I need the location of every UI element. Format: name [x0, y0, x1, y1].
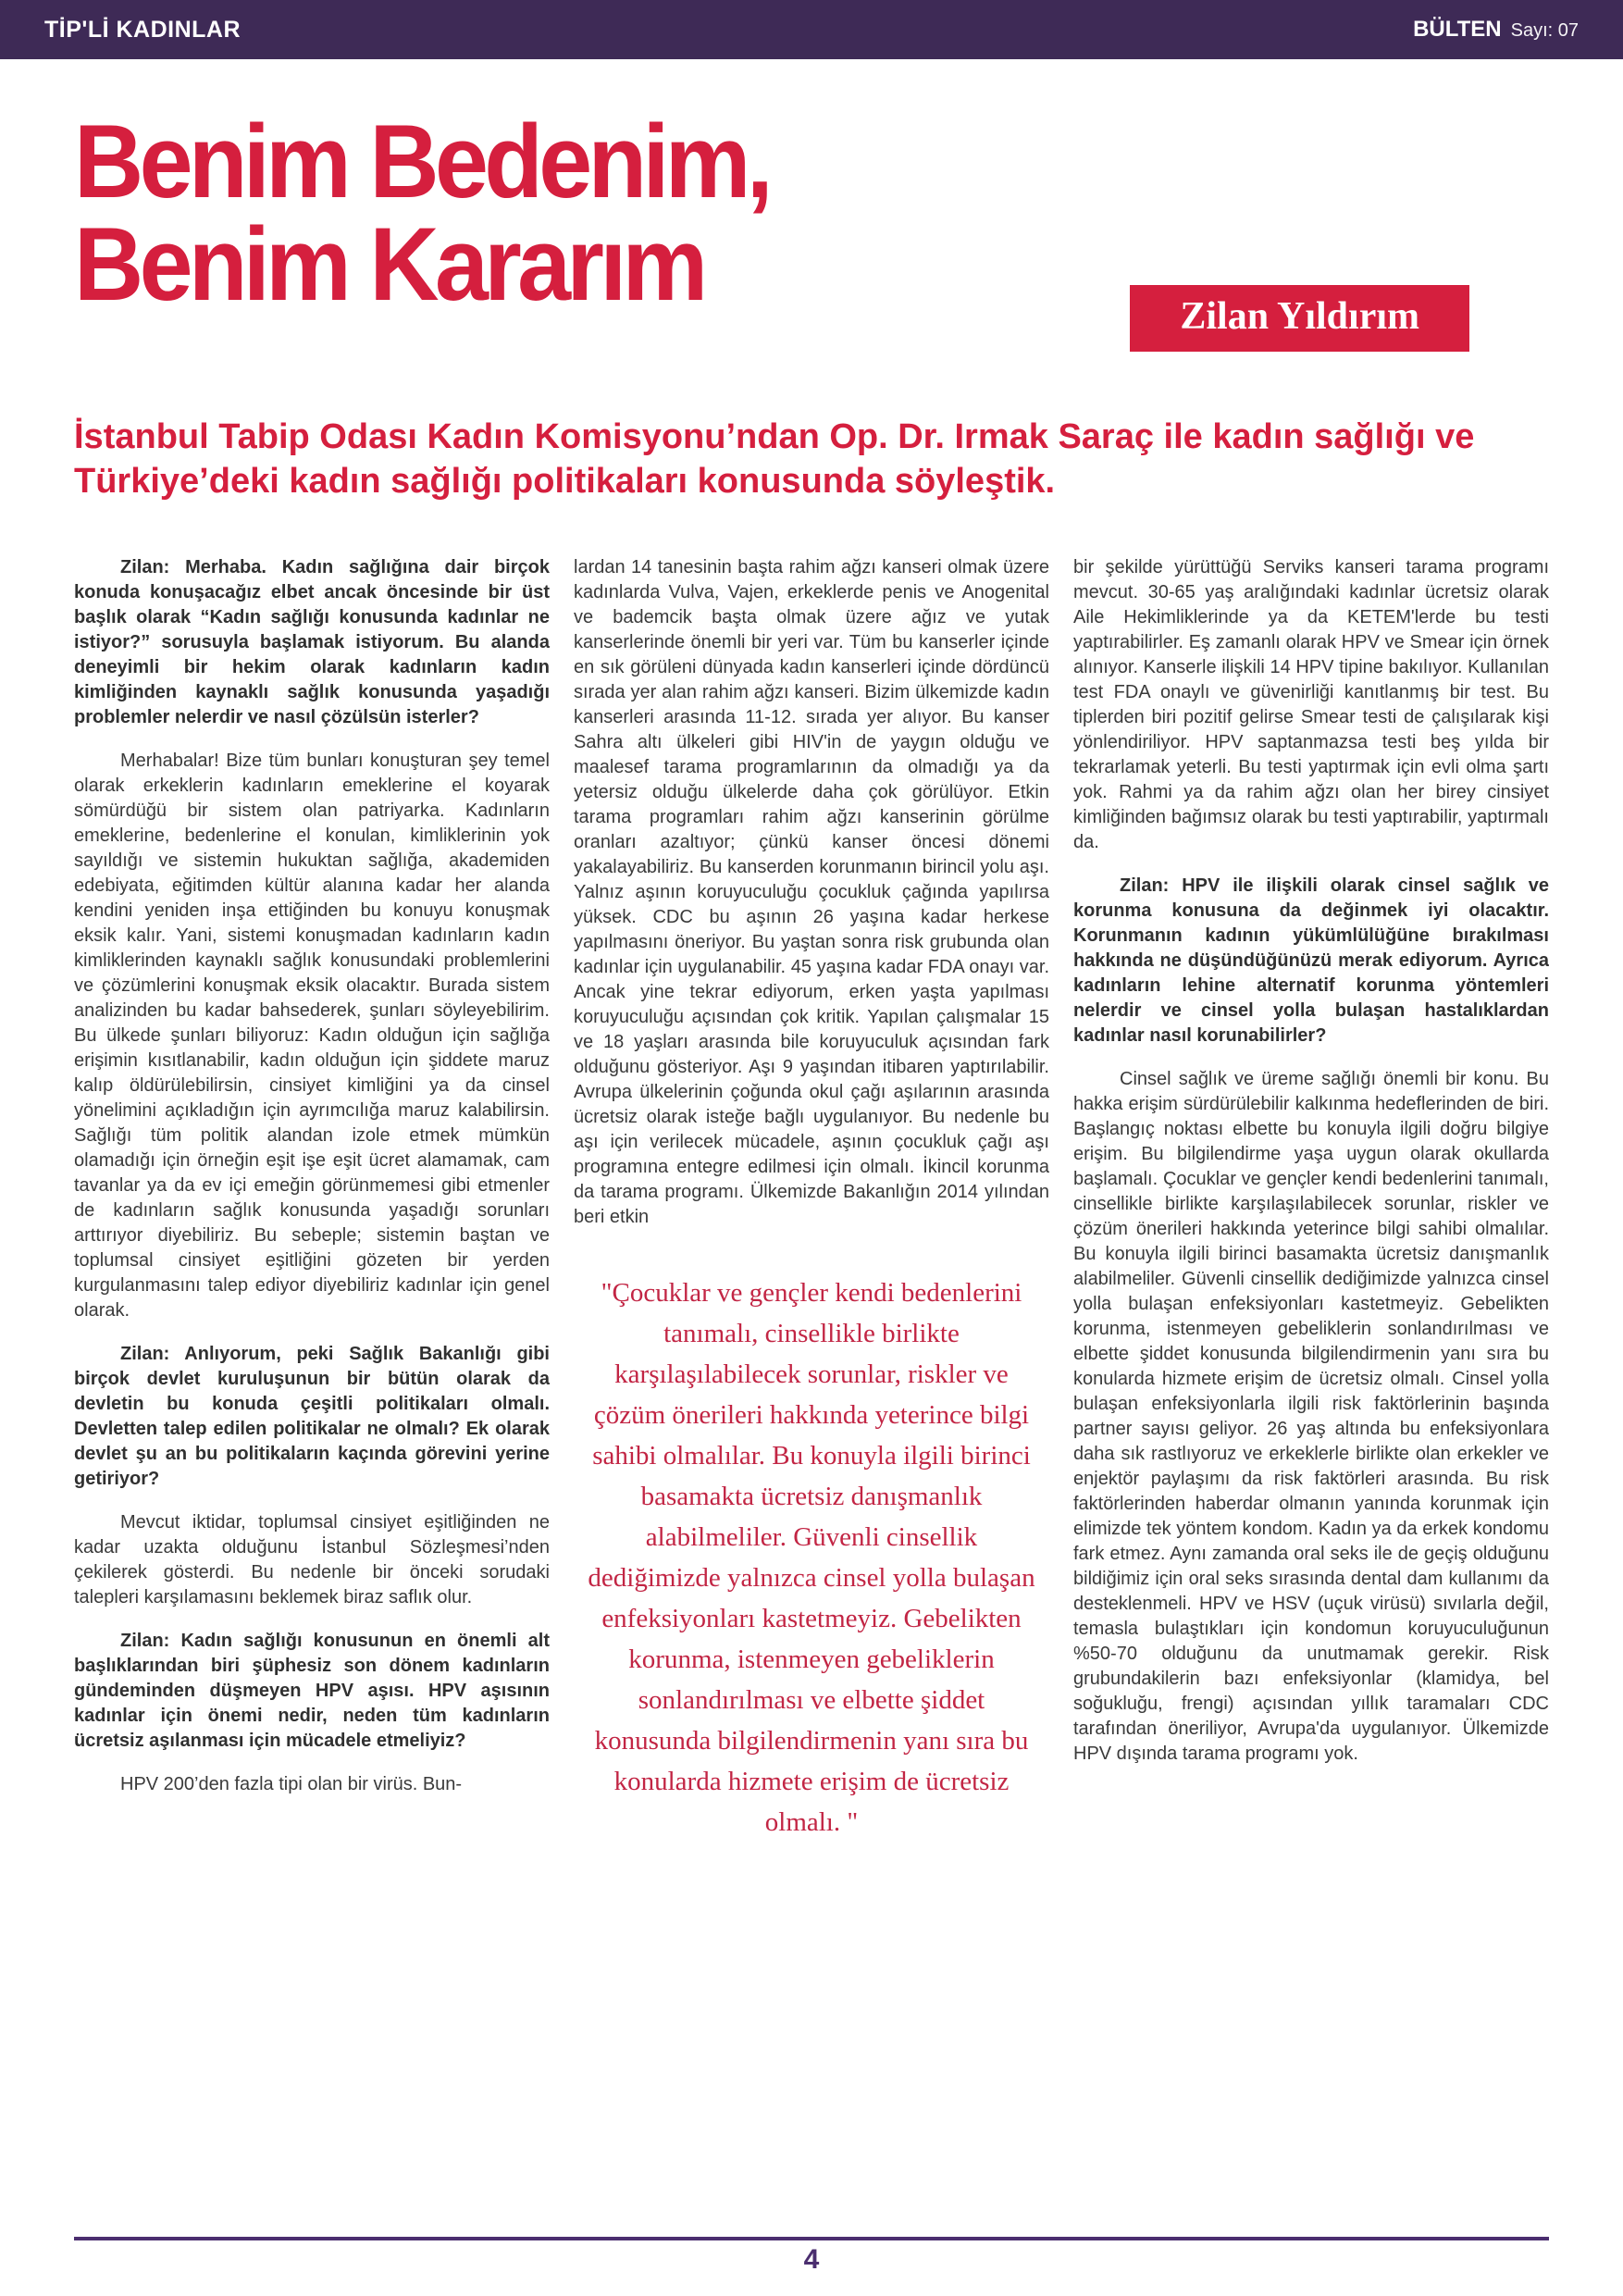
article-title-line1: Benim Bedenim, — [74, 104, 769, 219]
intro-standfirst: İstanbul Tabip Odası Kadın Komisyonu’ndan Op. Dr. Irmak Saraç ile kadın sağlığı ve Türkiye’deki kadın sağlığı politikaları konusunda söyleştik. — [74, 417, 1475, 502]
article-title-line2: Benim Kararım — [74, 205, 704, 322]
interview-question: Zilan: HPV ile ilişkili olarak cinsel sağlık ve korunma konusuna da değinmek iyi olacaktır. Korunmanın kadının yükümlülüğüne bırakılması hakkında ne düşündüğünüzü merak ediyorum. Ayrıca kadınların lehine alternatif korunma yöntemleri nelerdir ve cinsel yolla bulaşan hastalıklardan kadınlar nasıl korunabilirler? — [1073, 875, 1549, 1046]
interview-answer: Merhabalar! Bize tüm bunları konuşturan şey temel olarak erkeklerin kadınların emeklerine el koyarak sömürdüğü bir sistem olan patriyarka. Kadınların emeklerine, bedenlerine el konulan, kimliklerinin yok sayıldığı ve sistemin hukuktan sağlığa, akademiden edebiyata, eğitimden kültür alanına kadar her alanda kendini yeniden inşa ettiğinden bu konuyu konuşmak eksik kalır. Yani, sistemi konuşmadan kadınların kadın kimliklerinden kaynaklı sağlık konusundaki problemlerini ve çözümlerini konuşmak eksik olacaktır. Burada sistem analizinden bu kadar bahsederek, şunları söyleyebilirim. Bu ülkede şunları biliyoruz: Kadın olduğun için sağlığa erişimin kısıtlanabilir, kadın olduğun için şiddete maruz kalıp öldürülebilirsin, cinsiyet kimliğini ya da cinsel yönelimini açıkladığın için ayrımcılığa maruz kalabilirsin. Sağlığı tüm politik alandan izole etmek mümkün olamadığı için örneğin eşit işe eşit ücret alamamak, cam tavanlar ya da ev içi emeğin görünmemesi gibi etmenler de kadınların sağlık konusunda yaşadığı sorunları arttırıyor diyebiliriz. Bu sebeple; sistemin baştan ve toplumsal cinsiyet eşitliğini gözeten bir yerden kurgulanmasını talep ediyor diyebiliriz kadınlar için genel olarak. — [74, 751, 550, 1321]
interview-question: Zilan: Anlıyorum, peki Sağlık Bakanlığı gibi birçok devlet kuruluşunun bir bütün olarak da devletin bu konuda çeşitli politikaları olmalı. Devletten talep edilen politikalar ne olmalı? Ek olarak devlet şu an bu politikaların kaçında görevini yerine getiriyor? — [74, 1344, 550, 1489]
interview-answer-continued: bir şekilde yürüttüğü Serviks kanseri tarama programı mevcut. 30-65 yaş aralığındaki kadınlar ücretsiz olarak Aile Hekimliklerinde ya da KETEM'lerde bu testi yaptırabilirler. Eş zamanlı olarak HPV ve Smear için örnek alınıyor. Kanserle ilişkili 14 HPV tipine bakılıyor. Kullanılan test FDA onaylı ve güvenirliği kanıtlanmış bir test. Bu tiplerden biri pozitif gelirse Smear testi de çalışılarak kişi yönlendiriliyor. HPV saptanmazsa testi beş yılda bir tekrarlamak yeterli. Bu testi yaptırmak için evli olma şartı yok. Rahmi ya da rahim ağzı olan her birey cinsiyet kimliğinden bağımsız olarak bu testi yaptırabilir, yaptırmalı da. — [1073, 557, 1549, 852]
masthead-section-title: TİP'Lİ KADINLAR — [44, 16, 242, 43]
bulletin-brand-label: BÜLTEN — [1413, 17, 1502, 42]
masthead-issue — [1413, 17, 1579, 43]
interview-answer-continued: lardan 14 tanesinin başta rahim ağzı kanseri olmak üzere kadınlarda Vulva, Vajen, erkeklerde penis ve Anogenital ve bademcik başta olmak üzere ağız ve yutak kanserlerinde önemli bir yeri var. Tüm bu kanserler içinde en sık görüleni dünyada kadın kanserleri içinde dördüncü sırada yer alan rahim ağzı kanseri. Bizim ülkemizde kadın kanserleri arasında 11-12. sırada yer alıyor. Bu kanser Sahra altı ülkeleri gibi HIV'in de yaygın olduğu ve maalesef tarama programlarının da olmadığı ya da yetersiz olduğu ülkelerde daha çok görülüyor. Etkin tarama programları rahim ağzı kanserinin görülme oranları azaltıyor; çünkü kanser öncesi dönemi yakalayabiliriz. Bu kanserden korunmanın birincil yolu aşı. Yalnız aşının koruyuculuğu çocukluk çağında yapılırsa yüksek. CDC bu aşının 26 yaşına kadar herkese yapılmasını öneriyor. Bu yaştan sonra risk grubunda olan kadınlar için uygulanabilir. 45 yaşına kadar FDA onayı var. Ancak yine tekrar ediyorum, erken yaşta yapılması koruyuculuğu açısından çok kritik. Yapılan çalışmalar 15 ve 18 yaşları arasında bile koruyuculuk açısından fark olduğunu gösteriyor. Aşı 9 yaşından itibaren yaptırılabilir. Avrupa ülkelerinin çoğunda okul çağı aşılarının arasında ücretsiz olarak isteğe bağlı uygulanıyor. Bu nedenle bu aşı için verilecek mücadele, aşının çocukluk çağı aşı programına entegre edilmesi için olmalı. İkincil korunma da tarama programı. Ülkemizde Bakanlığın 2014 yılından beri etkin — [574, 557, 1049, 1227]
column-3 — [1073, 555, 1549, 2217]
page-footer — [74, 2237, 1549, 2276]
interview-question: Zilan: Kadın sağlığı konusunun en önemli alt başlıklarından biri şüphesiz son dönem kadınların gündeminden düşmeyen HPV aşısı. HPV aşısının kadınlar için önemi nedir, neden tüm kadınların ücretsiz aşılanması için mücadele etmeliyiz? — [74, 1631, 550, 1751]
footer-rule — [74, 2237, 1549, 2240]
column-2 — [574, 555, 1049, 2217]
page-number: 4 — [803, 2244, 820, 2275]
article-columns — [74, 555, 1549, 2217]
interview-answer: Cinsel sağlık ve üreme sağlığı önemli bir konu. Bu hakka erişim sürdürülebilir kalkınma hedeflerinden de biri. Başlangıç noktası elbette bu konuyla ilgili doğru bilgiye erişim. Bu bilgilendirme yaşa uygun olarak okullarda başlamalı. Çocuklar ve gençler kendi bedenlerini tanımalı, cinsellikle birlikte karşılaşılabilecek sorunlar, riskler ve çözüm önerileri hakkında yeterince bilgi sahibi olmalılar. Bu konuyla ilgili birinci basamakta ücretsiz danışmanlık alabilmeliler. Güvenli cinsellik dediğimizde yalnızca cinsel yolla bulaşan enfeksiyonları kastetmeyiz. Gebelikten korunma, istenmeyen gebeliklerin sonlandırılması ve elbette şiddet konusunda bilgilendirmenin yanı sıra bu konularda hizmete erişim de ücretsiz olmalı. Cinsel yolla bulaşan enfeksiyonlarla ilgili risk faktörlerinin başında partner sayısı geliyor. 26 yaş altında bu enfeksiyonlara daha sık rastlıyoruz ve erkeklerle birlikte olan erkekler ve enjektör paylaşımı da risk faktörleri arasında. Bu risk faktörlerinden haberdar olmanın yanında korunmak için elimizde tek yöntem kondom. Kadın ya da erkek kondomu fark etmez. Aynı zamanda oral seks ile de geçiş olduğunu bildiğimiz için oral seks sırasında dental dam kullanımı da desteklenmeli. HPV ve HSV (uçuk virüsü) sıvılarla değil, temasla bulaştıkları için kondomun koruyuculuğunun %50-70 olduğunu da unutmamak gerekir. Risk grubundakilerin bazı enfeksiyonlar (klamidya, bel soğukluğu, frengi) açısından yıllık taramaları CDC tarafından öneriliyor, Avrupa'da uygulanıyor. Ülkemizde HPV dışında tarama programı yok. — [1073, 1069, 1549, 1764]
pull-quote: "Çocuklar ve gençler kendi bedenlerini tanımalı, cinsellikle birlikte karşılaşılabilecek sorunlar, riskler ve çözüm önerileri hakkında yeterince bilgi sahibi olmalılar. Bu konuyla ilgili birinci basamakta ücretsiz danışmanlık alabilmeliler. Güvenli cinsellik dediğimizde yalnızca cinsel yolla bulaşan enfeksiyonları kastetmeyiz. Gebelikten korunma, istenmeyen gebeliklerin sonlandırılması ve elbette şiddet konusunda bilgilendirmenin yanı sıra bu konularda hizmete erişim de ücretsiz olmalı. " — [588, 1278, 1035, 1837]
masthead-bar — [0, 0, 1623, 59]
issue-number-label: Sayı: 07 — [1510, 20, 1579, 41]
interview-question: Zilan: Merhaba. Kadın sağlığına dair birçok konuda konuşacağız elbet ancak öncesinde bir üst başlık olarak “Kadın sağlığı konusunda kadınlar ne istiyor?” sorusuyla başlamak istiyorum. Bu alanda deneyimli bir hekim olarak kadınların kadın kimliğinden kaynaklı sağlık konusunda yaşadığı problemler nelerdir ve nasıl çözülsün isterler? — [74, 557, 550, 727]
column-1 — [74, 555, 550, 2217]
article-title — [74, 104, 769, 322]
interview-answer: Mevcut iktidar, toplumsal cinsiyet eşitliğinden ne kadar uzakta olduğunu İstanbul Sözleşmesi’nden çekilerek gösterdi. Bu nedenle bir önceki sorudaki talepleri karşılamasını beklemek biraz saflık olur. — [74, 1512, 550, 1607]
title-area — [74, 104, 822, 322]
author-badge: Zilan Yıldırım — [1130, 285, 1469, 352]
interview-answer: HPV 200’den fazla tipi olan bir virüs. Bun- — [120, 1774, 463, 1794]
